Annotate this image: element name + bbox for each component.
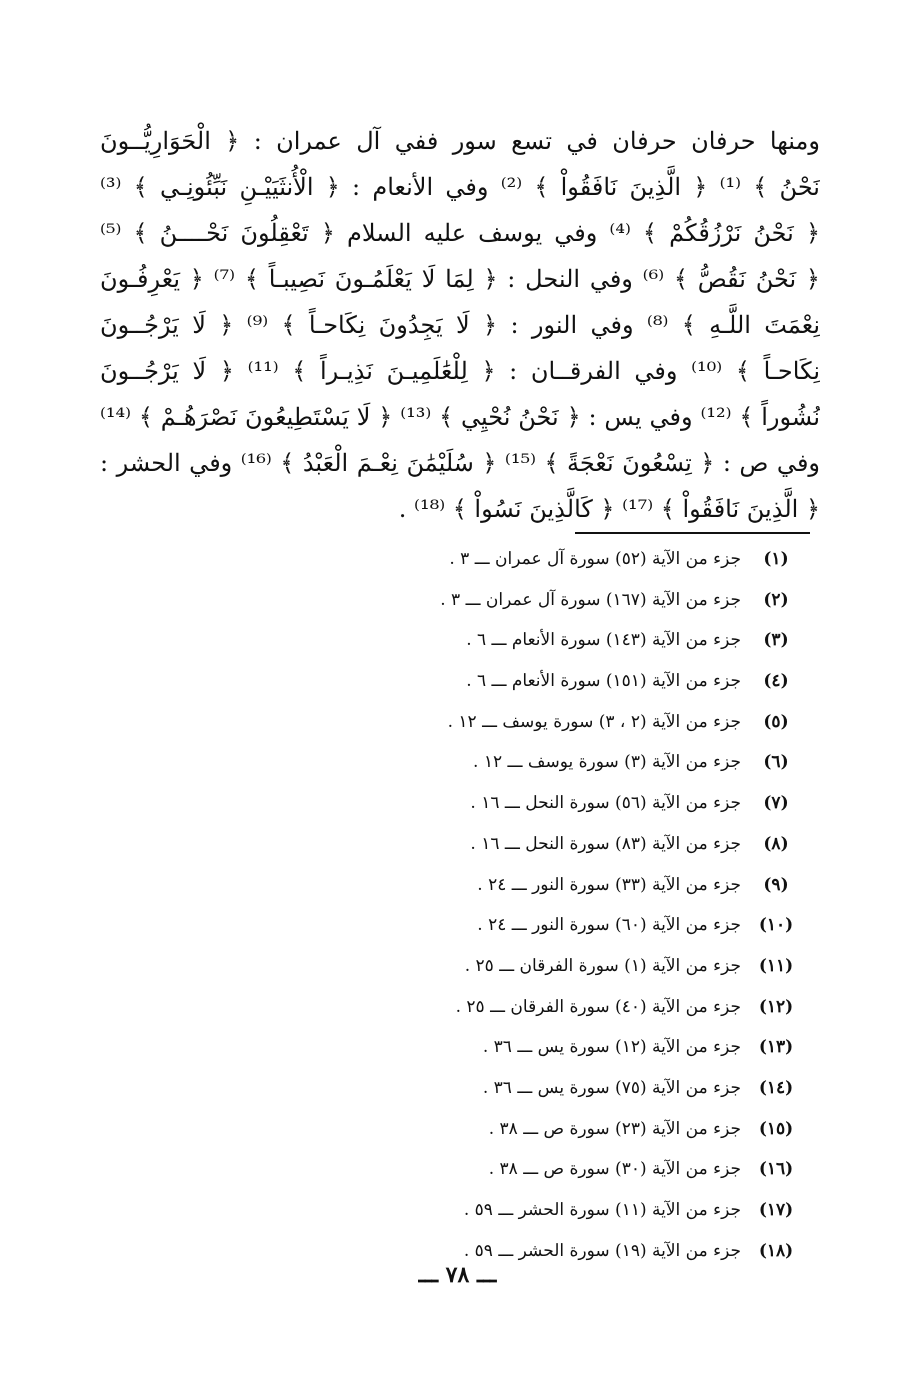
footnote-text: جزء من الآية (٣) سورة يوسف ـــ ١٢ . bbox=[473, 752, 741, 773]
footnote-number: (٧) bbox=[763, 793, 789, 814]
footnote-item bbox=[325, 742, 805, 783]
main-text-line: نِكَاحـاً ﴾ ⁽¹⁰⁾ وفي الفرقــان : ﴿ لِلْعَٰلَمِيـنَ نَذِيـراً ﴾ ⁽¹¹⁾ ﴿ لَا يَرْجُــونَ bbox=[100, 357, 820, 385]
main-text-line: نُشُوراً ﴾ ⁽¹²⁾ وفي يس : ﴿ نَحْنُ نُحْيِي ﴾ ⁽¹³⁾ ﴿ لَا يَسْتَطِيعُونَ نَصْرَهُـمْ ﴾ ⁽¹⁴⁾ bbox=[100, 403, 820, 431]
footnote-number: (١٢) bbox=[758, 996, 794, 1017]
footnote-number: (١٣) bbox=[758, 1037, 794, 1058]
footnote-number: (٥) bbox=[763, 711, 789, 732]
footnotes-list bbox=[325, 539, 805, 1271]
footnote-text: جزء من الآية (٢ ، ٣) سورة يوسف ـــ ١٢ . bbox=[447, 711, 741, 732]
footnote-text: جزء من الآية (٦٠) سورة النور ـــ ٢٤ . bbox=[477, 915, 741, 936]
footnote-item bbox=[325, 905, 805, 946]
footnote-item bbox=[325, 539, 805, 580]
footnote-number: (١١) bbox=[758, 955, 794, 976]
main-text-line: وفي ص : ﴿ تِسْعُونَ نَعْجَةً ﴾ ⁽¹⁵⁾ ﴿ سُلَيْمَٰنَ نِعْـمَ الْعَبْدُ ﴾ ⁽¹⁶⁾ وفي الحشر : bbox=[100, 449, 820, 477]
footnote-text: جزء من الآية (١) سورة الفرقان ـــ ٢٥ . bbox=[464, 955, 741, 976]
footnote-item bbox=[325, 1109, 805, 1150]
footnote-number: (٤) bbox=[763, 671, 789, 692]
footnote-number: (١٨) bbox=[758, 1240, 794, 1261]
footnote-item bbox=[325, 1027, 805, 1068]
footnote-number: (١٧) bbox=[758, 1200, 794, 1220]
footnote-number: (٩) bbox=[763, 874, 789, 895]
footnote-number: (٨) bbox=[763, 833, 789, 854]
footnote-number: (١٤) bbox=[758, 1077, 794, 1098]
footnote-number: (١٠) bbox=[758, 915, 794, 936]
footnote-text: جزء من الآية (١٦٧) سورة آل عمران ـــ ٣ . bbox=[440, 589, 741, 610]
footnote-number: (٢) bbox=[763, 589, 789, 610]
footnote-number: (٦) bbox=[763, 752, 789, 773]
page-number: ـــ ٧٨ ـــ bbox=[418, 1262, 497, 1288]
footnote-item bbox=[325, 783, 805, 824]
footnote-text: جزء من الآية (٨٣) سورة النحل ـــ ١٦ . bbox=[470, 833, 741, 854]
footnote-number: (٣) bbox=[763, 630, 789, 651]
footnote-separator bbox=[575, 532, 810, 534]
main-text-line: نَحْنُ ﴾ ⁽¹⁾ ﴿ الَّذِينَ نَافَقُواْ ﴾ ⁽²⁾ وفي الأنعام : ﴿ الْأُنثَيَيْـنِ نَبِّئُونِـي ﴾ ⁽³⁾ bbox=[100, 173, 820, 201]
footnote-text: جزء من الآية (٢٣) سورة ص ـــ ٣٨ . bbox=[488, 1118, 741, 1139]
footnote-text: جزء من الآية (٥٢) سورة آل عمران ـــ ٣ . bbox=[449, 549, 741, 569]
footnote-text: جزء من الآية (٧٥) سورة يس ـــ ٣٦ . bbox=[482, 1077, 741, 1098]
footnote-text: جزء من الآية (١٥١) سورة الأنعام ـــ ٦ . bbox=[466, 671, 741, 692]
footnote-text: جزء من الآية (١٢) سورة يس ـــ ٣٦ . bbox=[482, 1037, 741, 1058]
footnote-number: (١٦) bbox=[758, 1159, 794, 1180]
footnote-item bbox=[325, 987, 805, 1028]
footnote-item bbox=[325, 1068, 805, 1109]
footnote-text: جزء من الآية (١١) سورة الحشر ـــ ٥٩ . bbox=[463, 1200, 741, 1220]
footnote-item bbox=[325, 865, 805, 906]
footnote-text: جزء من الآية (١٩) سورة الحشر ـــ ٥٩ . bbox=[463, 1240, 741, 1261]
main-text-line: ﴿ نَحْنُ نَرْزُقُكُمْ ﴾ ⁽⁴⁾ وفي يوسف عليه السلام ﴿ تَعْقِلُونَ نَحْــــنُ ﴾ ⁽⁵⁾ bbox=[100, 219, 820, 247]
footnote-item bbox=[325, 946, 805, 987]
footnote-item bbox=[325, 1149, 805, 1190]
footnote-item bbox=[325, 702, 805, 743]
footnote-item bbox=[325, 1190, 805, 1231]
footnote-text: جزء من الآية (٥٦) سورة النحل ـــ ١٦ . bbox=[470, 793, 741, 814]
footnote-text: جزء من الآية (٣٣) سورة النور ـــ ٢٤ . bbox=[477, 874, 741, 895]
footnote-text: جزء من الآية (٤٠) سورة الفرقان ـــ ٢٥ . bbox=[455, 996, 741, 1017]
footnote-number: (١٥) bbox=[758, 1118, 794, 1139]
main-text-block bbox=[100, 118, 820, 532]
footnote-item bbox=[325, 661, 805, 702]
footnote-item bbox=[325, 824, 805, 865]
main-text-line: ﴿ نَحْنُ نَقُصُّ ﴾ ⁽⁶⁾ وفي النحل : ﴿ لِمَا لَا يَعْلَمُـونَ نَصِيبـاً ﴾ ⁽⁷⁾ ﴿ يَعْرِفُـونَ bbox=[100, 265, 820, 293]
footnote-number: (١) bbox=[763, 549, 789, 569]
footnote-text: جزء من الآية (٣٠) سورة ص ـــ ٣٨ . bbox=[488, 1159, 741, 1180]
footnote-text: جزء من الآية (١٤٣) سورة الأنعام ـــ ٦ . bbox=[466, 630, 741, 651]
main-text-line: ﴿ الَّذِينَ نَافَقُواْ ﴾ ⁽¹⁷⁾ ﴿ كَالَّذِينَ نَسُواْ ﴾ ⁽¹⁸⁾ . bbox=[398, 495, 820, 523]
footnote-item bbox=[325, 620, 805, 661]
main-text-line: نِعْمَتَ اللَّـهِ ﴾ ⁽⁸⁾ وفي النور : ﴿ لَا يَجِدُونَ نِكَاحـاً ﴾ ⁽⁹⁾ ﴿ لَا يَرْجُــونَ bbox=[100, 311, 820, 339]
footnote-item bbox=[325, 580, 805, 621]
main-text-line: ومنها حرفان حرفان في تسع سور ففي آل عمران : ﴿ الْحَوَارِيُّــونَ bbox=[100, 127, 820, 155]
